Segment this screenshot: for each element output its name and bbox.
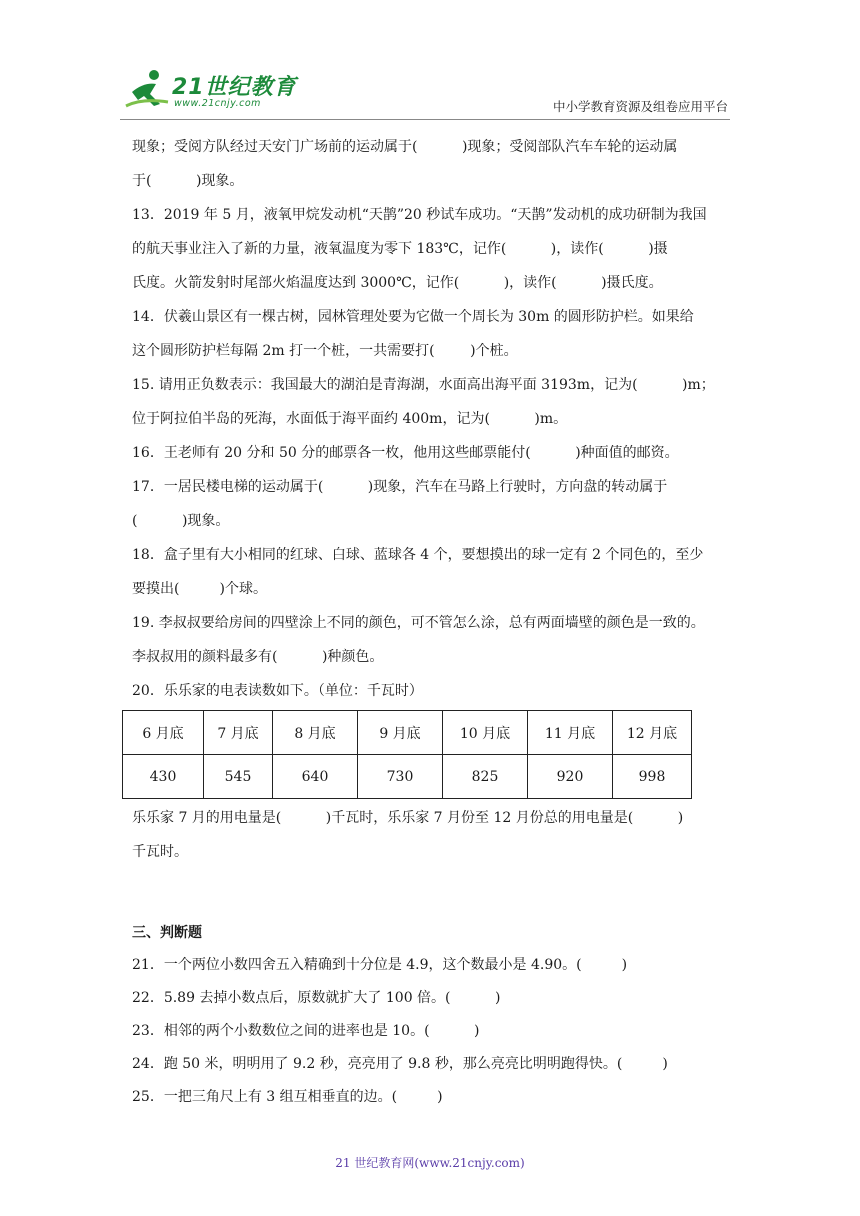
- site-logo[interactable]: [120, 66, 297, 116]
- question-17: 17．一居民楼电梯的运动属于( )现象，汽车在马路上行驶时，方向盘的转动属于: [132, 479, 668, 495]
- text-line: 现象；受阅方队经过天安门广场前的运动属于( )现象；受阅部队汽车车轮的运动属: [132, 139, 678, 155]
- logo-text: 21世纪教育: [172, 75, 297, 100]
- table-cell: 10 月底: [443, 711, 528, 755]
- text-line: 于( )现象。: [132, 173, 244, 189]
- table-cell: 430: [123, 755, 204, 799]
- table-cell: 825: [443, 755, 528, 799]
- question-14: 14．伏羲山景区有一棵古树，园林管理处要为它做一个周长为 30m 的圆形防护栏。如果给: [132, 309, 694, 325]
- table-header-row: [123, 711, 692, 755]
- table-cell: 545: [204, 755, 273, 799]
- text-line: 这个圆形防护栏每隔 2m 打一个桩，一共需要打( )个桩。: [132, 343, 518, 359]
- header-divider: [120, 119, 730, 120]
- runner-logo-icon: [124, 68, 172, 110]
- section-title-judgment: 三、判断题: [132, 925, 202, 941]
- question-20: 20．乐乐家的电表读数如下。（单位：千瓦时）: [132, 683, 423, 699]
- text-line: 乐乐家 7 月的用电量是( )千瓦时，乐乐家 7 月份至 12 月份总的用电量是( ): [132, 810, 684, 826]
- question-18: 18．盒子里有大小相同的红球、白球、蓝球各 4 个，要想摸出的球一定有 2 个同色的，至少: [132, 547, 704, 563]
- meter-reading-table: [122, 710, 692, 799]
- table-cell: 730: [358, 755, 443, 799]
- text-line: ( )现象。: [132, 513, 230, 529]
- question-15: 15. 请用正负数表示：我国最大的湖泊是青海湖，水面高出海平面 3193m，记为( )m；: [132, 377, 715, 393]
- table-cell: 6 月底: [123, 711, 204, 755]
- text-line: 李叔叔用的颜料最多有( )种颜色。: [132, 649, 384, 665]
- text-line: 千瓦时。: [132, 844, 188, 860]
- table-cell: 12 月底: [613, 711, 692, 755]
- question-13: 13．2019 年 5 月，液氧甲烷发动机“天鹊”20 秒试车成功。“天鹊”发动机的成功研制为我国: [132, 207, 707, 223]
- text-line: 位于阿拉伯半岛的死海，水面低于海平面约 400m，记为( )m。: [132, 411, 568, 427]
- question-25: 25．一把三角尺上有 3 组互相垂直的边。( ): [132, 1089, 443, 1105]
- text-line: 氏度。火箭发射时尾部火焰温度达到 3000℃，记作( )，读作( )摄氏度。: [132, 275, 663, 291]
- logo-url: www.21cnjy.com: [174, 98, 261, 109]
- question-21: 21．一个两位小数四舍五入精确到十分位是 4.9，这个数最小是 4.90。( ): [132, 957, 628, 973]
- question-23: 23．相邻的两个小数数位之间的进率也是 10。( ): [132, 1023, 480, 1039]
- question-22: 22．5.89 去掉小数点后，原数就扩大了 100 倍。( ): [132, 990, 501, 1006]
- text-line: 的航天事业注入了新的力量，液氧温度为零下 183℃，记作( )，读作( )摄: [132, 241, 668, 257]
- table-cell: 9 月底: [358, 711, 443, 755]
- table-cell: 11 月底: [528, 711, 613, 755]
- page-header: [0, 0, 860, 125]
- table-row: [123, 755, 692, 799]
- table-cell: 7 月底: [204, 711, 273, 755]
- table-cell: 920: [528, 755, 613, 799]
- text-line: 要摸出( )个球。: [132, 581, 267, 597]
- question-16: 16．王老师有 20 分和 50 分的邮票各一枚，他用这些邮票能付( )种面值的邮资。: [132, 445, 679, 461]
- question-19: 19. 李叔叔要给房间的四壁涂上不同的颜色，可不管怎么涂，总有两面墙壁的颜色是一致的。: [132, 615, 705, 631]
- question-content: [132, 130, 732, 1114]
- platform-tagline: 中小学教育资源及组卷应用平台: [552, 99, 728, 114]
- footer-link[interactable]: 21 世纪教育网(www.21cnjy.com): [335, 1156, 525, 1170]
- table-cell: 8 月底: [273, 711, 358, 755]
- question-24: 24．跑 50 米，明明用了 9.2 秒，亮亮用了 9.8 秒，那么亮亮比明明跑得快。( ): [132, 1056, 668, 1072]
- table-cell: 998: [613, 755, 692, 799]
- table-cell: 640: [273, 755, 358, 799]
